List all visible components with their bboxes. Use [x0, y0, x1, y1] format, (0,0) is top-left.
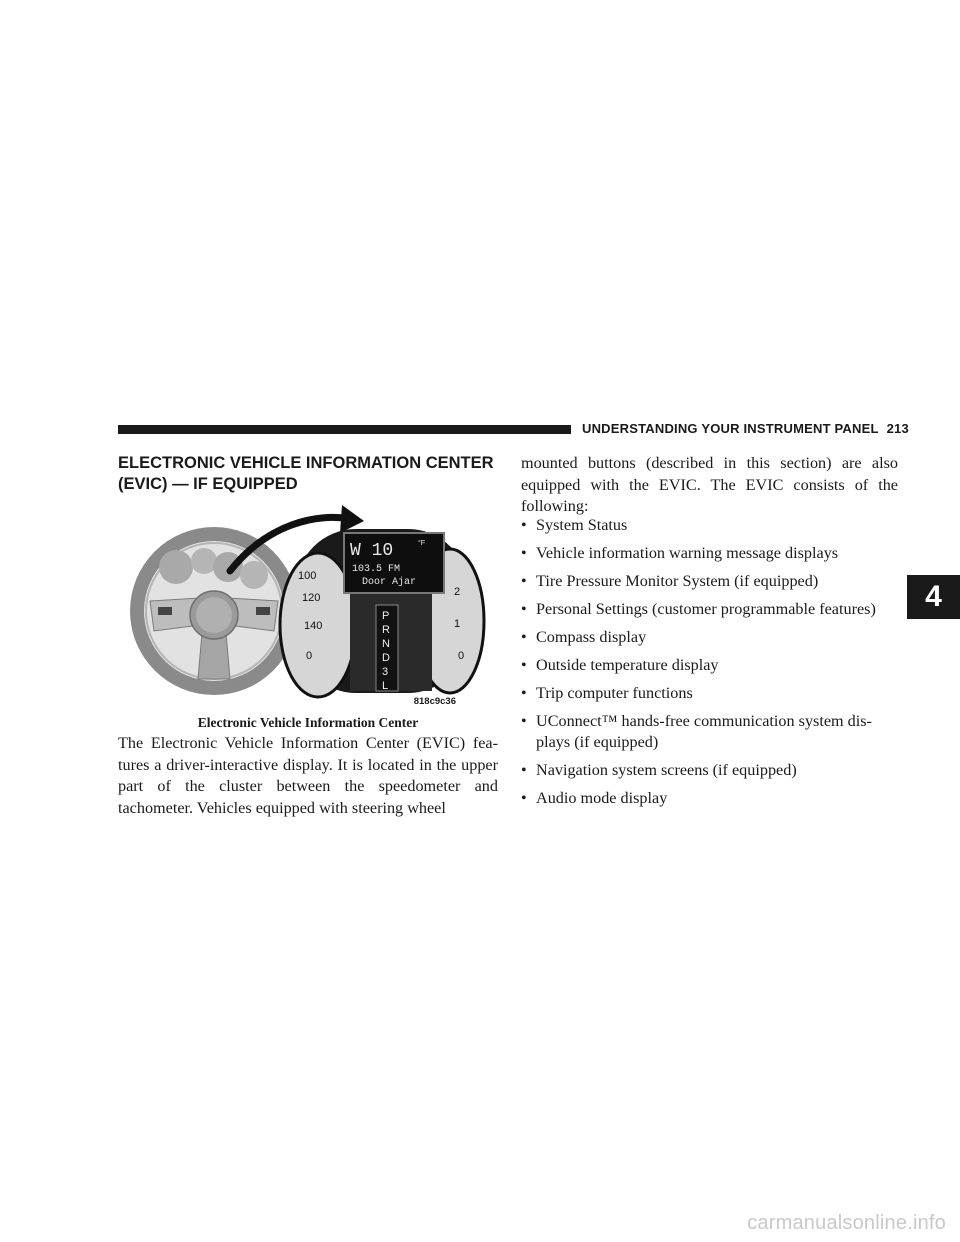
- steering-wheel-drawing: [130, 527, 298, 695]
- evic-figure: [118, 503, 498, 715]
- header-section-title: UNDERSTANDING YOUR INSTRUMENT PANEL: [582, 421, 879, 436]
- evic-display-temp: W 10: [350, 541, 394, 561]
- body-paragraph-left: The Electronic Vehicle Information Center (EVIC) fea-tures a driver-interactive display. It is located in the upper part of the cluster between the speedometer and tachometer. Vehicles equipped with steering wheel: [118, 734, 498, 817]
- bullet-icon: •: [521, 656, 527, 674]
- list-item-text: Outside temperature display: [536, 655, 719, 674]
- chapter-tab: 4: [907, 575, 960, 619]
- list-item-text: Trip computer functions: [536, 683, 693, 702]
- bullet-icon: •: [521, 600, 527, 618]
- bullet-icon: •: [521, 712, 527, 730]
- evic-display-message: Door Ajar: [362, 577, 417, 588]
- list-item-text: Tire Pressure Monitor System (if equipped): [536, 571, 819, 590]
- speedometer-label: 0: [306, 650, 313, 662]
- figure-code: 818c9c36: [413, 696, 456, 707]
- gear-letter: R: [382, 624, 390, 636]
- list-item: [521, 627, 898, 649]
- list-item-text: Personal Settings (customer programmable features): [536, 599, 876, 618]
- evic-feature-list: [521, 515, 898, 816]
- list-item: [521, 515, 898, 537]
- section-title: ELECTRONIC VEHICLE INFORMATION CENTER (EVIC) — IF EQUIPPED: [118, 454, 494, 493]
- bullet-icon: •: [521, 790, 527, 808]
- speedometer-label: 100: [298, 570, 317, 582]
- list-item: [521, 760, 898, 782]
- gear-letter: 3: [382, 666, 389, 678]
- gear-letter: D: [382, 652, 390, 664]
- list-item: [521, 711, 898, 754]
- list-item: [521, 571, 898, 593]
- list-item: [521, 543, 898, 565]
- evic-display-radio: 103.5 FM: [352, 564, 401, 575]
- gear-letter: L: [382, 680, 389, 692]
- list-item: [521, 683, 898, 705]
- running-header: [582, 421, 909, 436]
- list-item-text: Audio mode display: [536, 789, 668, 808]
- header-rule: [118, 425, 571, 434]
- speedometer-label: 120: [302, 592, 321, 604]
- speedometer-label: 140: [304, 620, 323, 632]
- gear-letter: N: [382, 638, 390, 650]
- list-item-text: System Status: [536, 516, 628, 534]
- evic-illustration: [118, 503, 498, 715]
- bullet-icon: •: [521, 762, 527, 780]
- body-paragraph-right: mounted buttons (described in this section) are also equipped with the EVIC. The EVIC consists of the following:: [521, 454, 898, 516]
- gear-letter: P: [382, 610, 390, 622]
- bullet-icon: •: [521, 684, 527, 702]
- tachometer-label: 1: [454, 618, 461, 630]
- list-item-text: Vehicle information warning message displays: [536, 543, 839, 562]
- tachometer-label: 2: [454, 586, 461, 598]
- bullet-icon: •: [521, 572, 527, 590]
- list-item: [521, 655, 898, 677]
- list-item-text: Compass display: [536, 627, 647, 646]
- watermark: carmanualsonline.info: [747, 1212, 946, 1234]
- bullet-icon: •: [521, 628, 527, 646]
- list-item: [521, 599, 898, 621]
- list-item-text: UConnect™ hands-free communication system dis-plays (if equipped): [536, 711, 872, 752]
- tachometer-label: 0: [458, 650, 465, 662]
- list-item-text: Navigation system screens (if equipped): [536, 761, 797, 780]
- evic-display-unit: °F: [418, 540, 426, 547]
- bullet-icon: •: [521, 517, 527, 534]
- page-number: 213: [886, 421, 909, 436]
- list-item: [521, 788, 898, 810]
- figure-caption: Electronic Vehicle Information Center: [197, 715, 419, 730]
- bullet-icon: •: [521, 544, 527, 562]
